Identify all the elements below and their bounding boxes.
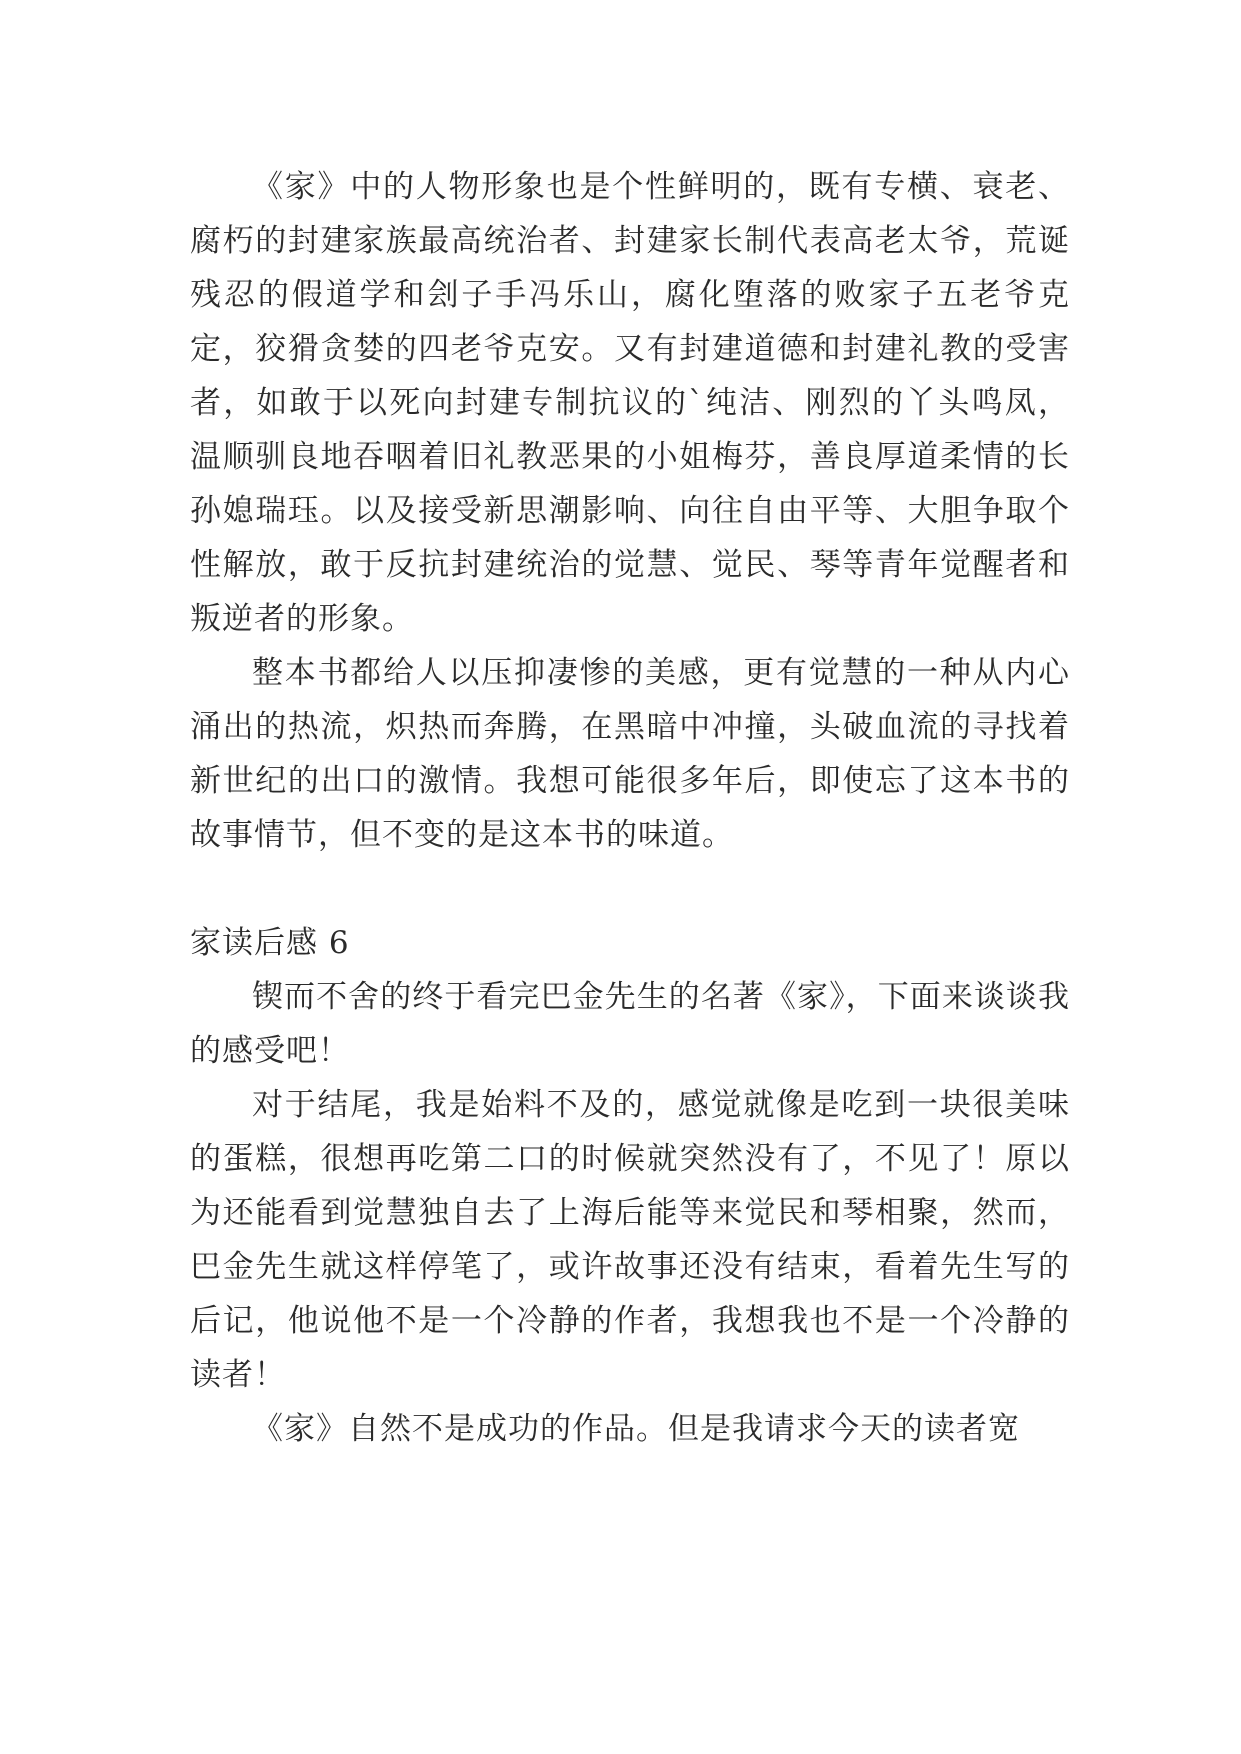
paragraph-afterword: 《家》自然不是成功的作品。但是我请求今天的读者宽 xyxy=(252,1411,1020,1447)
section-spacer xyxy=(190,862,1070,916)
paragraph-intro: 锲而不舍的终于看完巴金先生的名著《家》，下面来谈谈我的感受吧！ xyxy=(190,979,1070,1069)
section-heading: 家读后感 6 xyxy=(190,925,350,961)
paragraph-ending: 对于结尾，我是始料不及的，感觉就像是吃到一块很美味的蛋糕，很想再吃第二口的时候就突然没有了，不见了！原以为还能看到觉慧独自去了上海后能等来觉民和琴相聚，然而，巴金先生就这样停笔了，或许故事还没有结束，看着先生写的后记，他说他不是一个冷静的作者，我想我也不是一个冷静的读者！ xyxy=(190,1087,1070,1393)
paragraph-characters: 《家》中的人物形象也是个性鲜明的，既有专横、衰老、腐朽的封建家族最高统治者、封建家长制代表高老太爷，荒诞残忍的假道学和刽子手冯乐山，腐化堕落的败家子五老爷克定，狡猾贪婪的四老爷克安。又有封建道德和封建礼教的受害者，如敢于以死向封建专制抗议的`纯洁、刚烈的丫头鸣凤，温顺驯良地吞咽着旧礼教恶果的小姐梅芬，善良厚道柔情的长孙媳瑞珏。以及接受新思潮影响、向往自由平等、大胆争取个性解放，敢于反抗封建统治的觉慧、觉民、琴等青年觉醒者和叛逆者的形象。 xyxy=(190,169,1070,637)
document-body xyxy=(190,160,1070,1456)
paragraph-impression: 整本书都给人以压抑凄惨的美感，更有觉慧的一种从内心涌出的热流，炽热而奔腾，在黑暗中冲撞，头破血流的寻找着新世纪的出口的激情。我想可能很多年后，即使忘了这本书的故事情节，但不变的是这本书的味道。 xyxy=(190,655,1070,853)
